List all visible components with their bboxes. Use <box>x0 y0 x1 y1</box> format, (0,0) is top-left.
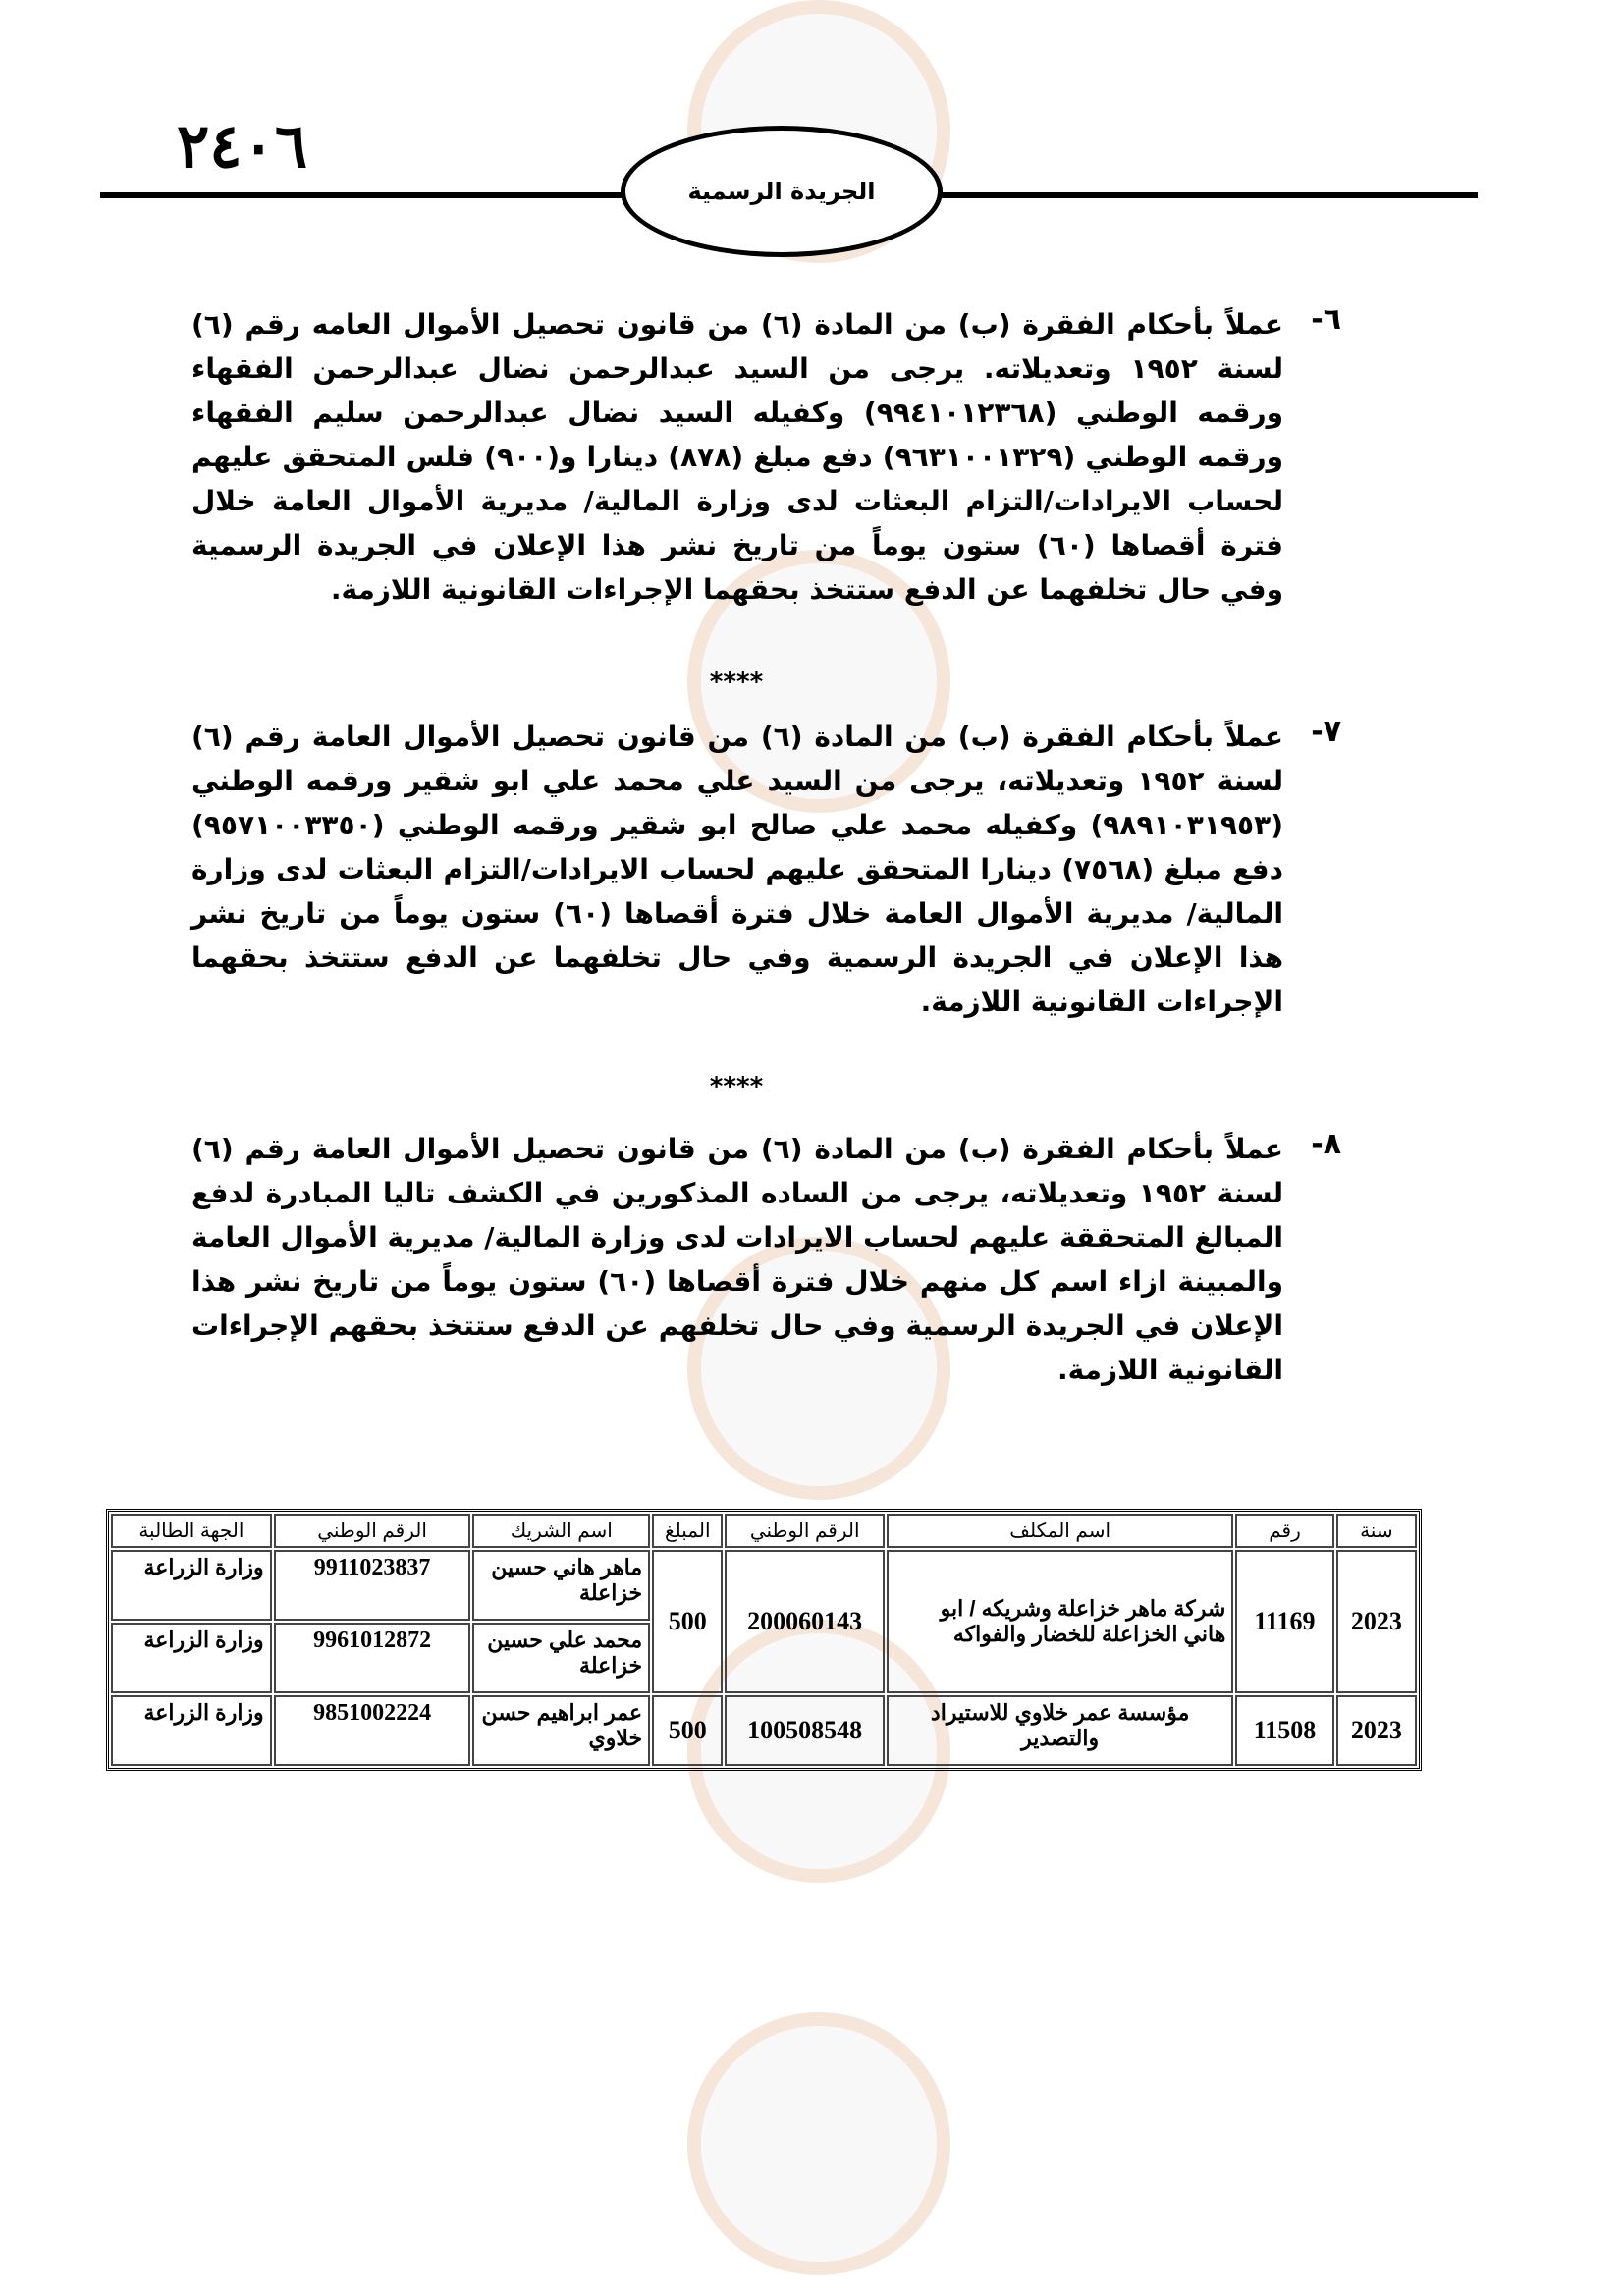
watermark-clock <box>687 2012 950 2275</box>
cell-partner-name: عمر ابراهيم حسن خلاوي <box>472 1695 650 1766</box>
cell-number: 11508 <box>1235 1695 1333 1766</box>
header-requesting-agency: الجهة الطالبة <box>111 1514 272 1548</box>
paragraph-number: ٨- <box>1311 1127 1341 1161</box>
paragraph-6: عملاً بأحكام الفقرة (ب) من المادة (٦) من قانون تحصيل الأموال العامه رقم (٦) لسنة ١٩٥٢ وتعديلاته. يرجى من السيد عبدالرحمن نضال عبدالرحمن الفقهاء ورقمه الوطني (٩٩٤١٠١٢٣٦٨) وكفيله السيد نضال عبدالرحمن سليم الفقهاء ورقمه الوطني (٩٦٣١٠٠١٣٢٩) دفع مبلغ (٨٧٨) دينارا و(٩٠٠) فلس المتحقق عليهم لحساب الايرادات/التزام البعثات لدى وزارة المالية/ مديرية الأموال العامة خلال فترة أقصاها (٦٠) ستون يوماً من تاريخ نشر هذا الإعلان في الجريدة الرسمية وفي حال تخلفهما عن الدفع ستتخذ بحقهما الإجراءات القانونية اللازمة. <box>191 308 1284 606</box>
cell-agency: وزارة الزراعة <box>111 1550 272 1621</box>
header-amount: المبلغ <box>652 1514 723 1548</box>
gazette-title-ellipse <box>621 126 943 257</box>
cell-partner-name: محمد علي حسين خزاعلة <box>472 1623 650 1693</box>
paragraph-8: عملاً بأحكام الفقرة (ب) من المادة (٦) من قانون تحصيل الأموال العامة رقم (٦) لسنة ١٩٥٢ وتعديلاته، يرجى من الساده المذكورين في الكشف تاليا المبادرة لدفع المبالغ المتحققة عليهم لحساب الايرادات لدى وزارة المالية/ مديرية الأموال العامة والمبينة ازاء اسم كل منهم خلال فترة أقصاها (٦٠) ستون يوماً من تاريخ نشر هذا الإعلان في الجريدة الرسمية وفي حال تخلفهم عن الدفع ستتخذ بحقهم الإجراءات القانونية اللازمة. <box>191 1133 1283 1386</box>
cell-amount: 500 <box>652 1695 723 1766</box>
table-row <box>111 1550 1417 1621</box>
separator: **** <box>709 667 764 697</box>
header-number: رقم <box>1235 1514 1333 1548</box>
cell-partner-national-id: 9851002224 <box>274 1695 471 1766</box>
table-header-row <box>111 1514 1417 1548</box>
header-partner-name: اسم الشريك <box>472 1514 650 1548</box>
cell-taxpayer-name: مؤسسة عمر خلاوي للاستيراد والتصدير <box>887 1695 1233 1766</box>
table-row <box>111 1695 1417 1766</box>
debtors-table <box>106 1509 1422 1771</box>
gazette-title: الجريدة الرسمية <box>687 178 876 205</box>
paragraph-7: عملاً بأحكام الفقرة (ب) من المادة (٦) من قانون تحصيل الأموال العامة رقم (٦) لسنة ١٩٥٢ وتعديلاته، يرجى من السيد علي محمد علي ابو شقير ورقمه الوطني (٩٨٩١٠٣١٩٥٣) وكفيله محمد علي صالح ابو شقير ورقمه الوطني (٩٥٧١٠٠٣٣٥٠) دفع مبلغ (٧٥٦٨) دينارا المتحقق عليهم لحساب الايرادات/التزام البعثات لدى وزارة المالية/ مديرية الأموال العامة خلال فترة أقصاها (٦٠) ستون يوماً من تاريخ نشر هذا الإعلان في الجريدة الرسمية وفي حال تخلفهما عن الدفع ستتخذ بحقهما الإجراءات القانونية اللازمة. <box>191 721 1284 1018</box>
page-number: ٢٤٠٦ <box>177 110 308 182</box>
cell-agency: وزارة الزراعة <box>111 1623 272 1693</box>
cell-national-id: 200060143 <box>725 1550 885 1693</box>
header-national-id: الرقم الوطني <box>725 1514 885 1548</box>
cell-partner-name: ماهر هاني حسين خزاعلة <box>472 1550 650 1621</box>
header-year: سنة <box>1336 1514 1417 1548</box>
cell-partner-national-id: 9961012872 <box>274 1623 471 1693</box>
cell-number: 11169 <box>1235 1550 1333 1693</box>
paragraph-number: ٦- <box>1311 302 1341 337</box>
paragraph-number: ٧- <box>1311 715 1341 749</box>
cell-national-id: 100508548 <box>725 1695 885 1766</box>
cell-agency: وزارة الزراعة <box>111 1695 272 1766</box>
cell-year: 2023 <box>1336 1695 1417 1766</box>
separator: **** <box>709 1072 764 1101</box>
cell-amount: 500 <box>652 1550 723 1693</box>
header-taxpayer-name: اسم المكلف <box>887 1514 1233 1548</box>
header-partner-national-id: الرقم الوطني <box>274 1514 471 1548</box>
cell-partner-national-id: 9911023837 <box>274 1550 471 1621</box>
cell-year: 2023 <box>1336 1550 1417 1693</box>
cell-taxpayer-name: شركة ماهر خزاعلة وشريكه / ابو هاني الخزاعلة للخضار والفواكه <box>887 1550 1233 1693</box>
